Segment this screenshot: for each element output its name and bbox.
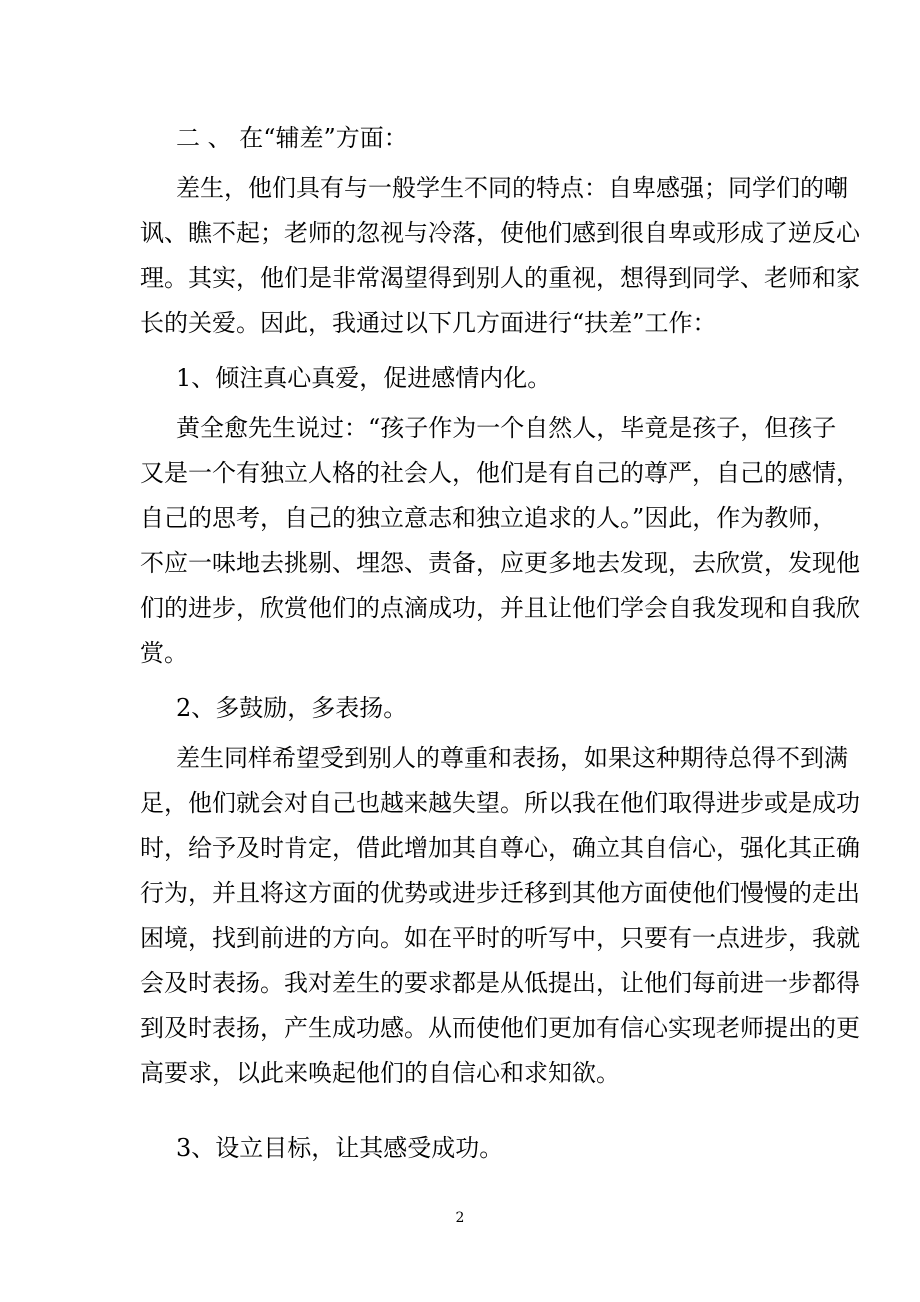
paragraph-line: 高要求，以此来唤起他们的自信心和求知欲。 — [140, 1059, 620, 1087]
paragraph-line: 长的关爱。因此，我通过以下几方面进行“扶差”工作： — [140, 309, 717, 337]
paragraph-line: 自己的思考，自己的独立意志和独立追求的人。”因此，作为教师， — [140, 504, 837, 532]
paragraph-line: 讽、瞧不起；老师的忽视与冷落，使他们感到很自卑或形成了逆反心 — [140, 219, 860, 247]
paragraph-line: 行为，并且将这方面的优势或进步迁移到其他方面使他们慢慢的走出 — [140, 879, 860, 907]
section-heading: 二 、 在“辅差”方面： — [176, 124, 408, 152]
paragraph-line: 又是一个有独立人格的社会人，他们是有自己的尊严，自己的感情， — [140, 459, 860, 487]
page-number: 2 — [455, 1210, 465, 1226]
paragraph-line: 到及时表扬，产生成功感。从而使他们更加有信心实现老师提出的更 — [140, 1014, 860, 1042]
subheading-3: 3、设立目标，让其感受成功。 — [176, 1134, 504, 1162]
paragraph-line: 黄全愈先生说过：“孩子作为一个自然人，毕竟是孩子，但孩子 — [176, 414, 837, 442]
paragraph-line: 差生，他们具有与一般学生不同的特点：自卑感强；同学们的嘲 — [176, 174, 848, 202]
paragraph-line: 们的进步，欣赏他们的点滴成功，并且让他们学会自我发现和自我欣 — [140, 594, 860, 622]
paragraph-line: 不应一味地去挑剔、埋怨、责备，应更多地去发现，去欣赏，发现他 — [140, 549, 860, 577]
paragraph-line: 差生同样希望受到别人的尊重和表扬，如果这种期待总得不到满 — [176, 744, 848, 772]
paragraph-line: 理。其实，他们是非常渴望得到别人的重视，想得到同学、老师和家 — [140, 264, 860, 292]
paragraph-line: 时，给予及时肯定，借此增加其自尊心，确立其自信心，强化其正确 — [140, 834, 860, 862]
subheading-2: 2、多鼓励，多表扬。 — [176, 694, 408, 722]
paragraph-line: 困境，找到前进的方向。如在平时的听写中，只要有一点进步，我就 — [140, 924, 860, 952]
paragraph-line: 足，他们就会对自己也越来越失望。所以我在他们取得进步或是成功 — [140, 789, 860, 817]
subheading-1: 1、倾注真心真爱，促进感情内化。 — [176, 364, 552, 392]
paragraph-line: 赏。 — [140, 639, 188, 667]
paragraph-line: 会及时表扬。我对差生的要求都是从低提出，让他们每前进一步都得 — [140, 969, 860, 997]
